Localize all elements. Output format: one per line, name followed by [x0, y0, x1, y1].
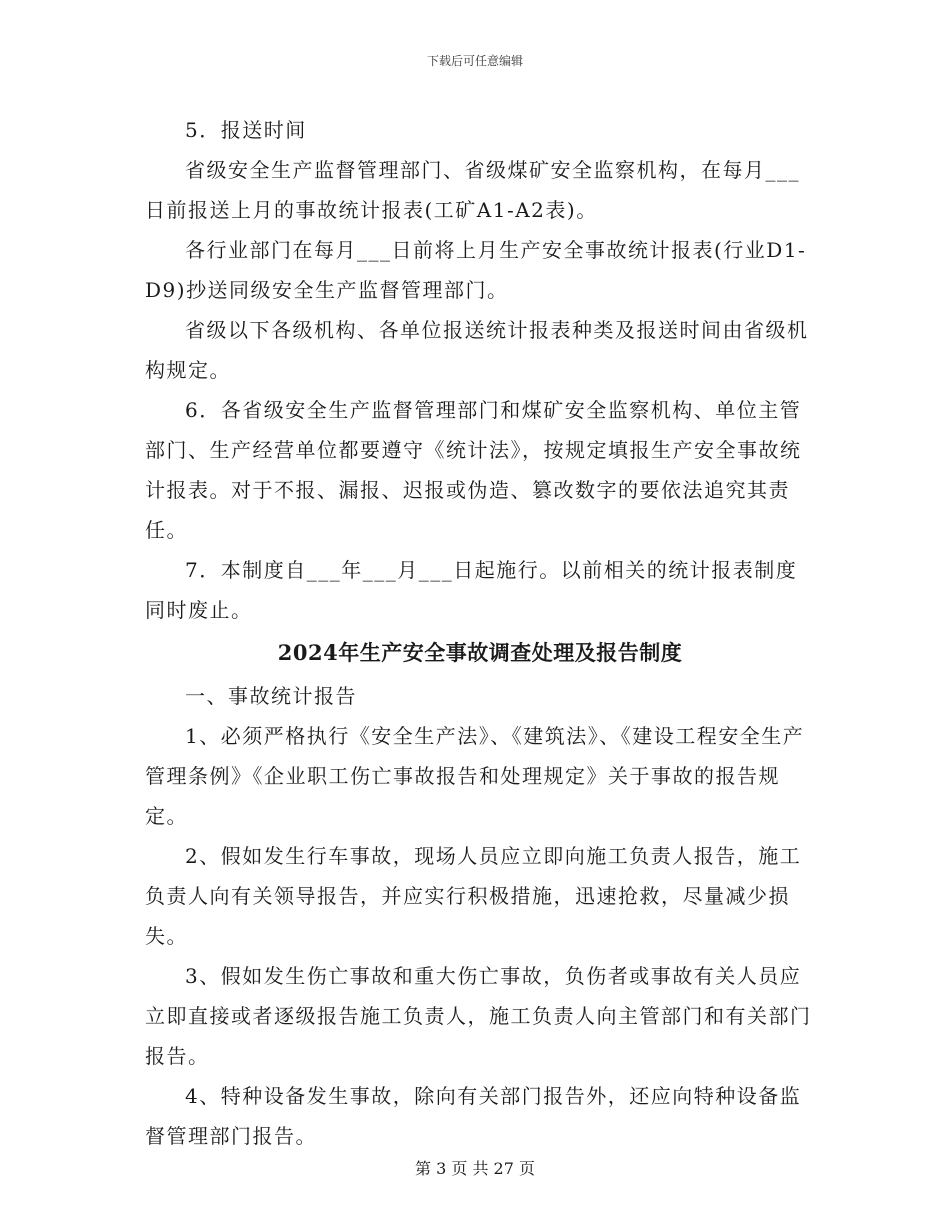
- paragraph: 2、假如发生行车事故，现场人员应立即向施工负责人报告，施工负责人向有关领导报告，并应实行积极措施，迅速抢救，尽量减少损失。: [145, 844, 802, 948]
- paragraph: 省级安全生产监督管理部门、省级煤矿安全监察机构，在每月___日前报送上月的事故统计报表(工矿A1-A2表)。: [145, 158, 800, 222]
- section-title: 2024年生产安全事故调查处理及报告制度: [277, 640, 683, 665]
- paragraph: 1、必须严格执行《安全生产法》、《建筑法》、《建设工程安全生产管理条例》《企业职工伤亡事故报告和处理规定》关于事故的报告规定。: [145, 724, 805, 828]
- paragraph: 7．本制度自___年___月___日起施行。以前相关的统计报表制度同时废止。: [145, 558, 798, 622]
- page-number: 第 3 页 共 27 页: [415, 1159, 535, 1178]
- document-body: [145, 110, 815, 1156]
- paragraph: 3、假如发生伤亡事故和重大伤亡事故，负伤者或事故有关人员应立即直接或者逐级报告施工负责人，施工负责人向主管部门和有关部门报告。: [145, 964, 812, 1068]
- paragraph: 省级以下各级机构、各单位报送统计报表种类及报送时间由省级机构规定。: [145, 318, 809, 382]
- paragraph: 6．各省级安全生产监督管理部门和煤矿安全监察机构、单位主管部门、生产经营单位都要遵守《统计法》，按规定填报生产安全事故统计报表。对于不报、漏报、迟报或伪造、篡改数字的要依法追究其责任。: [145, 398, 802, 542]
- paragraph: 一、事故统计报告: [185, 684, 357, 708]
- page-header: 下载后可任意编辑: [426, 54, 523, 68]
- paragraph: 5．报送时间: [185, 118, 307, 142]
- paragraph: 各行业部门在每月___日前将上月生产安全事故统计报表(行业D1-D9)抄送同级安全生产监督管理部门。: [145, 238, 807, 302]
- paragraph: 4、特种设备发生事故，除向有关部门报告外，还应向特种设备监督管理部门报告。: [145, 1084, 802, 1148]
